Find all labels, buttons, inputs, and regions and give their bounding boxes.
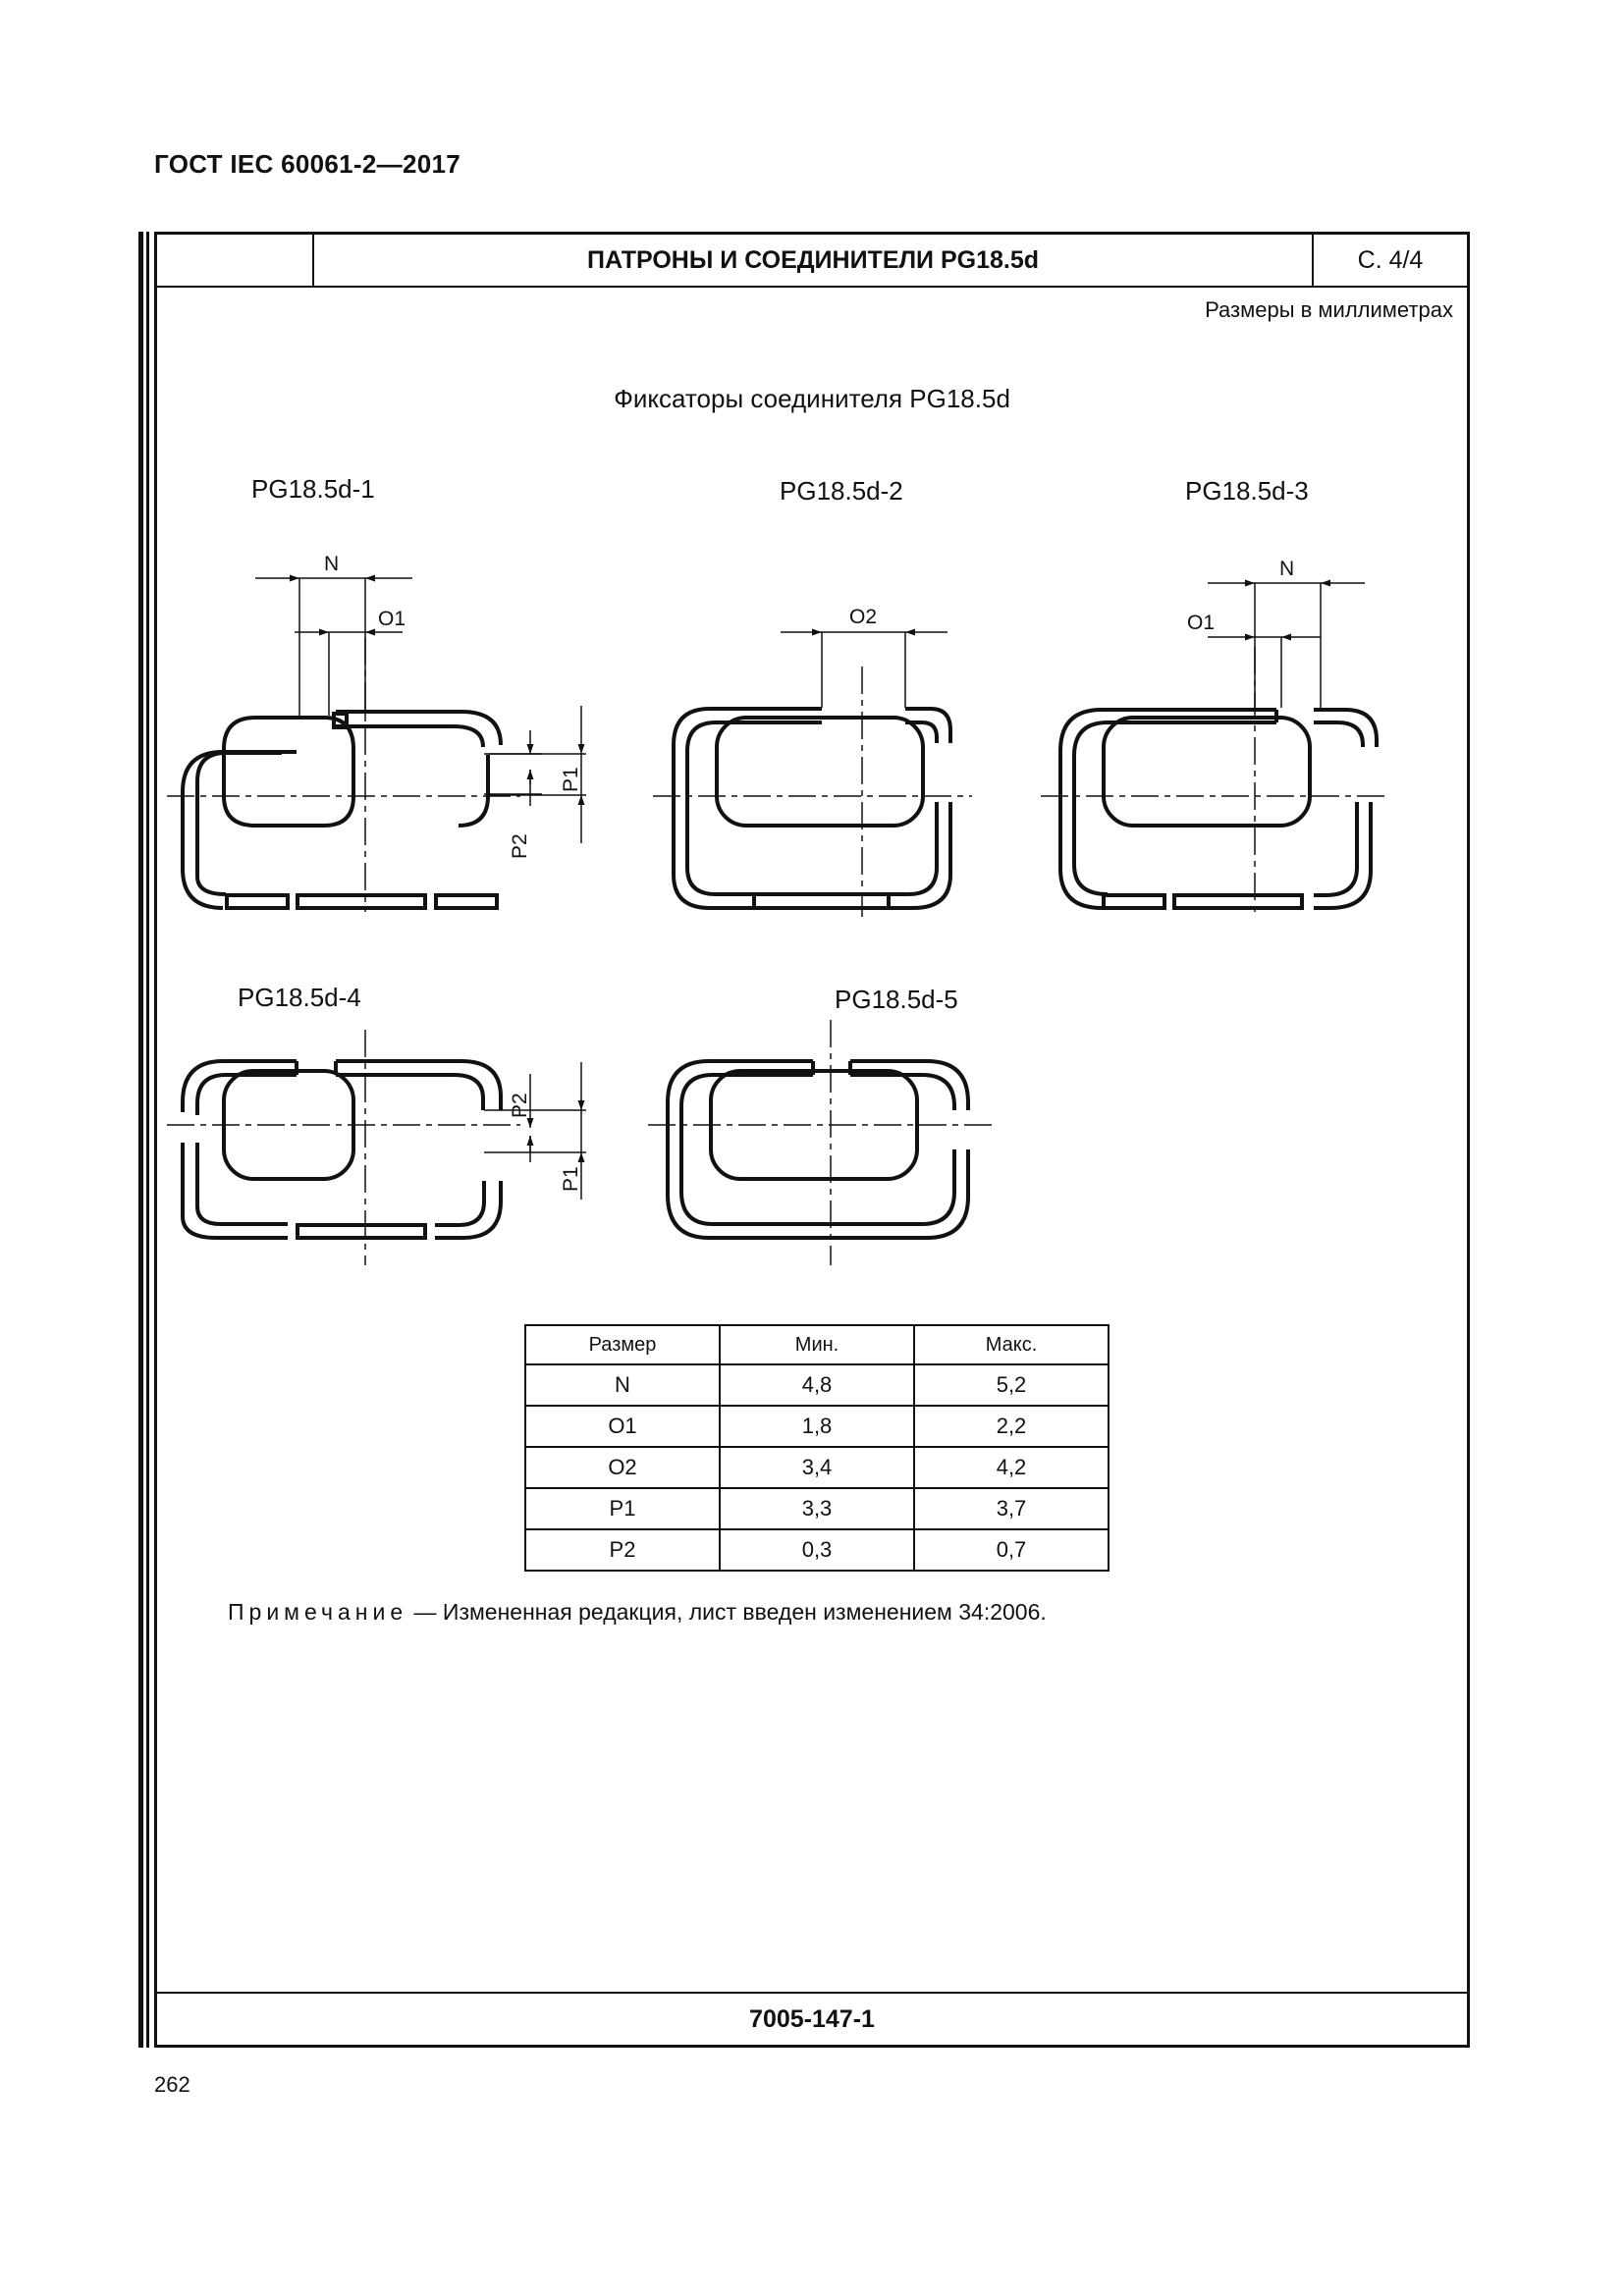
column-header: Размер (525, 1325, 720, 1364)
table-cell: O1 (525, 1406, 720, 1447)
table-row (525, 1488, 1109, 1529)
table-header-row (525, 1325, 1109, 1364)
variant-label: PG18.5d-4 (238, 983, 361, 1012)
column-header: Мин. (720, 1325, 914, 1364)
sheet-code: 7005-147-1 (157, 1992, 1467, 2045)
note-label: Примечание (228, 1599, 408, 1625)
table-cell: 0,3 (720, 1529, 914, 1571)
dim-label-o2: O2 (849, 606, 878, 628)
figure-caption: Фиксаторы соединителя PG18.5d (614, 384, 1010, 413)
binding-line (146, 232, 149, 2048)
dim-label-p2: P2 (509, 833, 531, 859)
technical-drawings (157, 235, 1467, 1992)
table-cell: O2 (525, 1447, 720, 1488)
column-header: Макс. (914, 1325, 1109, 1364)
table-cell: 3,7 (914, 1488, 1109, 1529)
variant-label: PG18.5d-1 (251, 474, 375, 504)
dim-label-o1: O1 (1187, 612, 1216, 634)
table-cell: P2 (525, 1529, 720, 1571)
dim-label-n: N (1279, 558, 1295, 580)
note-text: Измененная редакция, лист введен изменением 34:2006. (442, 1599, 1047, 1625)
sheet-title: ПАТРОНЫ И СОЕДИНИТЕЛИ PG18.5d (586, 246, 1040, 274)
retainer-pg18-5d-1 (167, 474, 586, 912)
retainer-pg18-5d-4 (167, 983, 586, 1265)
table-row (525, 1447, 1109, 1488)
note-dash: — (413, 1599, 437, 1625)
dim-label-o1: O1 (378, 608, 406, 630)
table-cell: 4,2 (914, 1447, 1109, 1488)
table-cell: 1,8 (720, 1406, 914, 1447)
sheet-number: С. 4/4 (1312, 235, 1467, 286)
table-row (525, 1529, 1109, 1571)
table-cell: P1 (525, 1488, 720, 1529)
units-note: Размеры в миллиметрах (1205, 297, 1453, 322)
table-cell: 2,2 (914, 1406, 1109, 1447)
dim-label-n: N (324, 553, 340, 575)
table-cell: 3,3 (720, 1488, 914, 1529)
variant-label: PG18.5d-2 (780, 476, 903, 506)
document-header: ГОСТ IEC 60061-2—2017 (154, 149, 460, 179)
variant-label: PG18.5d-3 (1185, 476, 1309, 506)
dim-label-p1: P1 (560, 767, 582, 792)
table-cell: 0,7 (914, 1529, 1109, 1571)
page-number: 262 (154, 2072, 190, 2097)
binding-line (138, 232, 143, 2048)
dim-label-p2: P2 (509, 1093, 531, 1118)
dimensions-table (524, 1324, 1110, 1572)
retainer-pg18-5d-5 (648, 985, 992, 1265)
table-row (525, 1406, 1109, 1447)
table-row (525, 1364, 1109, 1406)
retainer-pg18-5d-3 (1041, 476, 1390, 917)
table-cell: 5,2 (914, 1364, 1109, 1406)
table-cell: 3,4 (720, 1447, 914, 1488)
variant-label: PG18.5d-5 (835, 985, 958, 1014)
note (228, 1599, 1047, 1626)
dim-label-p1: P1 (560, 1166, 582, 1192)
table-cell: N (525, 1364, 720, 1406)
table-cell: 4,8 (720, 1364, 914, 1406)
retainer-pg18-5d-2 (653, 476, 972, 917)
sheet-frame (154, 232, 1470, 2048)
